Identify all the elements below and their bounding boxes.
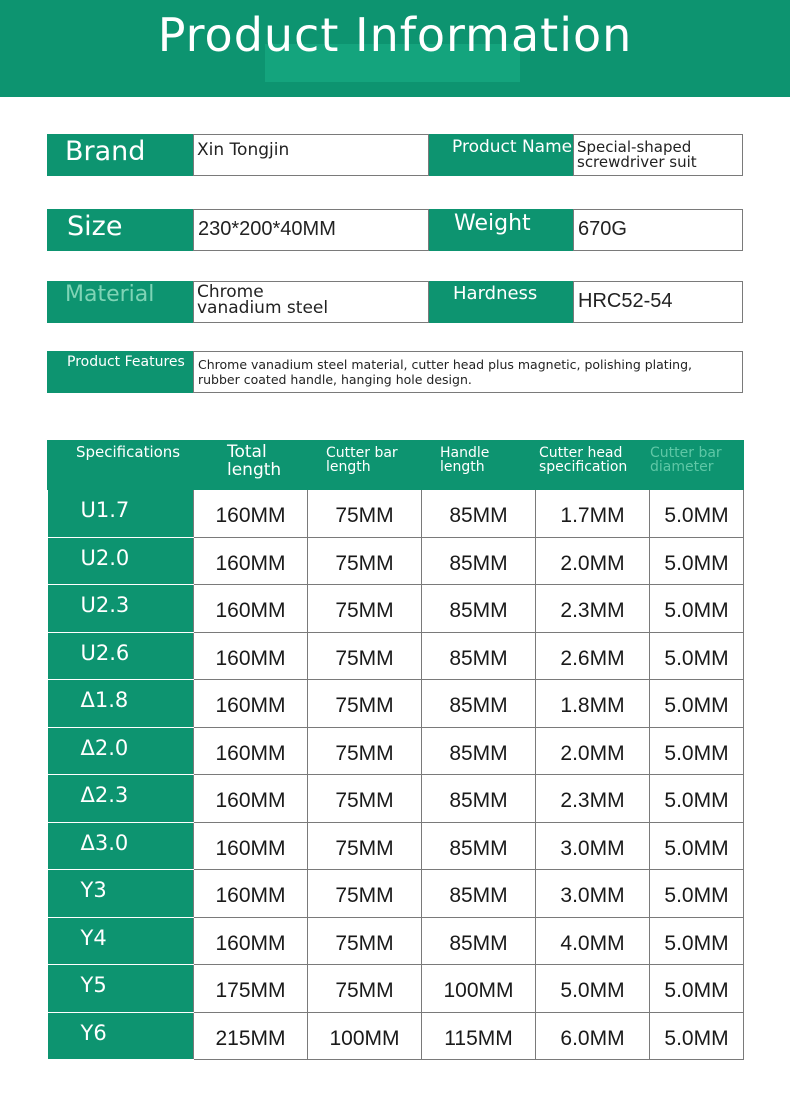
cell-cutter-bar-length: 75MM [308,775,422,823]
cell-spec-code: Y5 [48,965,194,1013]
page-title: Product Information [157,8,633,62]
cell-cutter-head-spec: 2.6MM [536,632,650,680]
size-label: Size [47,209,193,251]
cell-cutter-head-spec: 2.0MM [536,727,650,775]
product-name-value-line-2: screwdriver suit [577,153,697,171]
col-header-cutter-head-spec-line-2: specification [539,459,628,475]
features-label: Product Features [47,351,193,393]
cell-cutter-bar-length: 75MM [308,680,422,728]
cell-cutter-head-spec: 3.0MM [536,870,650,918]
table-row [48,917,744,965]
cell-spec-code: U1.7 [48,490,194,538]
col-header-handle-length-line-2: length [440,459,485,475]
cell-handle-length: 85MM [422,917,536,965]
cell-cutter-bar-diameter: 5.0MM [650,917,744,965]
cell-cutter-head-spec: 6.0MM [536,1012,650,1060]
cell-cutter-bar-length: 75MM [308,632,422,680]
cell-cutter-head-spec: 2.3MM [536,775,650,823]
table-row [48,680,744,728]
weight-value: 670G [573,209,743,251]
col-header-specifications-text: Specifications [76,443,181,461]
spec-table [47,440,744,1060]
col-header-total-length-line-2: length [227,460,282,480]
cell-handle-length: 85MM [422,490,536,538]
spec-table-body [48,490,744,1060]
cell-handle-length: 85MM [422,680,536,728]
cell-handle-length: 85MM [422,537,536,585]
cell-cutter-bar-diameter: 5.0MM [650,680,744,728]
cell-cutter-bar-diameter: 5.0MM [650,822,744,870]
material-value [193,281,429,323]
cell-spec-code: U2.6 [48,632,194,680]
cell-handle-length: 85MM [422,775,536,823]
cell-cutter-bar-diameter: 5.0MM [650,775,744,823]
table-row [48,585,744,633]
cell-total-length: 160MM [194,537,308,585]
table-row [48,1012,744,1060]
col-header-cutter-bar-diameter [650,441,744,490]
cell-handle-length: 85MM [422,822,536,870]
cell-total-length: 160MM [194,775,308,823]
cell-cutter-bar-length: 75MM [308,917,422,965]
page-header [0,0,790,97]
cell-cutter-bar-diameter: 5.0MM [650,537,744,585]
material-value-line-2: vanadium steel [197,298,329,318]
col-header-specifications [48,441,194,490]
col-header-handle-length-line-1: Handle [440,445,490,461]
hardness-value: HRC52-54 [573,281,743,323]
cell-cutter-head-spec: 5.0MM [536,965,650,1013]
col-header-cutter-bar-length-line-1: Cutter bar [326,445,398,461]
cell-spec-code: Δ3.0 [48,822,194,870]
cell-handle-length: 100MM [422,965,536,1013]
cell-total-length: 215MM [194,1012,308,1060]
cell-cutter-head-spec: 1.8MM [536,680,650,728]
table-row [48,822,744,870]
col-header-cutter-bar-diameter-line-1: Cutter bar [650,445,722,461]
cell-spec-code: Δ2.3 [48,775,194,823]
table-row [48,490,744,538]
product-name-value-line-1: Special-shaped [577,138,692,156]
cell-spec-code: Y3 [48,870,194,918]
cell-cutter-head-spec: 2.0MM [536,537,650,585]
col-header-total-length [194,441,308,490]
cell-cutter-bar-diameter: 5.0MM [650,632,744,680]
table-row [48,727,744,775]
table-row [48,870,744,918]
spec-table-header-row [48,441,744,490]
col-header-cutter-bar-length-line-2: length [326,459,371,475]
cell-cutter-bar-diameter: 5.0MM [650,490,744,538]
brand-label: Brand [47,134,193,176]
cell-cutter-head-spec: 4.0MM [536,917,650,965]
product-name-value [573,134,743,176]
info-row-features [47,351,743,393]
cell-handle-length: 115MM [422,1012,536,1060]
cell-spec-code: Y4 [48,917,194,965]
cell-cutter-bar-length: 75MM [308,822,422,870]
cell-total-length: 160MM [194,917,308,965]
cell-total-length: 160MM [194,870,308,918]
cell-cutter-bar-length: 75MM [308,537,422,585]
cell-cutter-bar-diameter: 5.0MM [650,1012,744,1060]
cell-cutter-bar-length: 75MM [308,965,422,1013]
col-header-handle-length [422,441,536,490]
info-row-material [47,281,743,323]
table-row [48,965,744,1013]
cell-handle-length: 85MM [422,585,536,633]
cell-cutter-bar-length: 100MM [308,1012,422,1060]
cell-cutter-bar-length: 75MM [308,870,422,918]
cell-cutter-bar-length: 75MM [308,490,422,538]
cell-total-length: 160MM [194,632,308,680]
table-row [48,775,744,823]
cell-total-length: 160MM [194,680,308,728]
col-header-total-length-line-1: Total [227,442,267,462]
col-header-cutter-head-spec-line-1: Cutter head [539,445,623,461]
table-row [48,632,744,680]
cell-cutter-bar-diameter: 5.0MM [650,965,744,1013]
cell-total-length: 160MM [194,822,308,870]
cell-spec-code: Y6 [48,1012,194,1060]
material-value-line-1: Chrome [197,282,264,302]
cell-cutter-head-spec: 1.7MM [536,490,650,538]
cell-total-length: 175MM [194,965,308,1013]
cell-cutter-bar-diameter: 5.0MM [650,585,744,633]
info-row-size [47,209,743,251]
features-value: Chrome vanadium steel material, cutter head plus magnetic, polishing plating, rubber coated handle, hanging hole design. [193,351,743,393]
cell-total-length: 160MM [194,490,308,538]
cell-cutter-bar-diameter: 5.0MM [650,870,744,918]
col-header-cutter-bar-diameter-line-2: diameter [650,459,714,475]
cell-total-length: 160MM [194,585,308,633]
cell-handle-length: 85MM [422,727,536,775]
hardness-label: Hardness [429,281,573,323]
cell-spec-code: Δ2.0 [48,727,194,775]
cell-spec-code: Δ1.8 [48,680,194,728]
material-label: Material [47,281,193,323]
brand-value: Xin Tongjin [193,134,429,176]
info-row-brand [47,134,743,176]
cell-handle-length: 85MM [422,870,536,918]
col-header-cutter-bar-length [308,441,422,490]
col-header-cutter-head-spec [536,441,650,490]
cell-cutter-bar-length: 75MM [308,585,422,633]
cell-spec-code: U2.0 [48,537,194,585]
weight-label: Weight [429,209,573,251]
cell-handle-length: 85MM [422,632,536,680]
cell-cutter-bar-length: 75MM [308,727,422,775]
size-value: 230*200*40MM [193,209,429,251]
cell-cutter-head-spec: 2.3MM [536,585,650,633]
table-row [48,537,744,585]
cell-cutter-head-spec: 3.0MM [536,822,650,870]
cell-cutter-bar-diameter: 5.0MM [650,727,744,775]
product-name-label: Product Name [429,134,573,176]
cell-spec-code: U2.3 [48,585,194,633]
cell-total-length: 160MM [194,727,308,775]
